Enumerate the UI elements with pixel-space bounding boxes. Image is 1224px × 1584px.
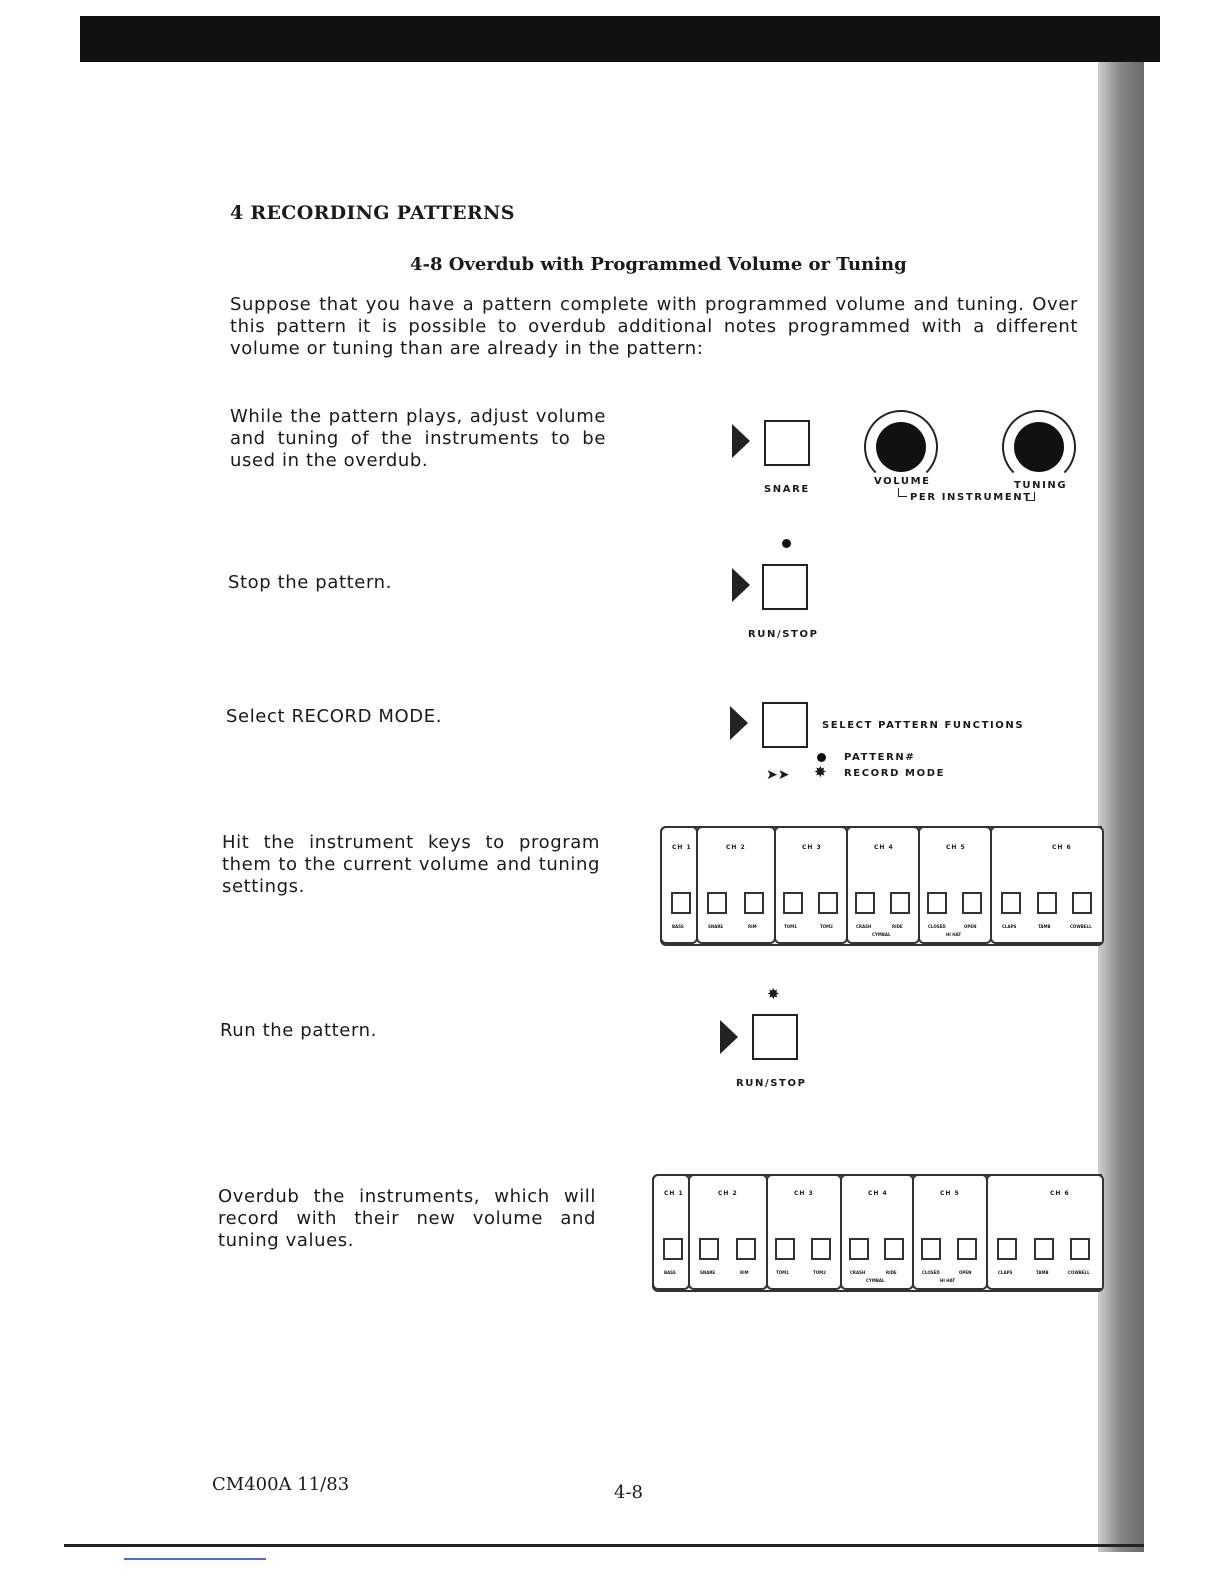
group-label: CYMBAL [872,932,891,937]
volume-label: VOLUME [874,476,931,487]
instrument-label: TOM2 [820,924,833,929]
record-mode-led-icon: ✸ [814,763,827,781]
instrument-key-rim[interactable] [736,1238,756,1260]
scan-bottom-mark [124,1558,266,1560]
instrument-label: RIDE [892,924,903,929]
double-arrow-icon: ➤➤ [766,767,790,783]
page-number: 4-8 [614,1482,643,1503]
tuning-knob[interactable] [1002,410,1076,484]
instrument-label: CRASH [856,924,872,929]
instrument-key-ride[interactable] [884,1238,904,1260]
instrument-key-closed-hihat[interactable] [927,892,947,914]
instrument-key-cowbell[interactable] [1072,892,1092,914]
volume-knob[interactable] [864,410,938,484]
run-stop-label: RUN/STOP [748,629,819,640]
instrument-key-bass[interactable] [663,1238,683,1260]
instrument-label: RIM [748,924,757,929]
group-label: CYMBAL [866,1278,885,1283]
run-stop-label: RUN/STOP [736,1078,807,1089]
channel-label: CH 2 [726,844,746,851]
step-5-text: Run the pattern. [220,1020,377,1041]
page-subtitle: 4-8 Overdub with Programmed Volume or Tuning [410,254,907,275]
instrument-key-rim[interactable] [744,892,764,914]
instrument-label: TOM1 [784,924,797,929]
instrument-label: OPEN [964,924,977,929]
led-indicator-icon [782,539,791,548]
select-pattern-functions-key[interactable] [762,702,808,748]
instrument-label: SNARE [700,1270,716,1275]
step-6-text: Overdub the instruments, which will record with their new volume and tuning values. [218,1186,596,1251]
channel-group-ch6 [986,1174,1102,1290]
channel-group-ch2 [696,826,776,944]
channel-group-ch6 [990,826,1102,944]
pattern-num-led-icon [817,753,826,762]
channel-label: CH 5 [940,1190,960,1197]
instrument-key-tom2[interactable] [811,1238,831,1260]
tuning-label: TUNING [1014,480,1068,491]
instrument-label: SNARE [708,924,724,929]
instrument-label: BASS [664,1270,676,1275]
instrument-key-open-hihat[interactable] [962,892,982,914]
channel-group-ch1 [660,826,698,944]
channel-group-ch5 [912,1174,988,1290]
channel-label: CH 3 [802,844,822,851]
instrument-key-bass[interactable] [671,892,691,914]
channel-label: CH 5 [946,844,966,851]
step-2-text: Stop the pattern. [228,572,392,593]
channel-group-ch3 [766,1174,842,1290]
channel-label: CH 6 [1052,844,1072,851]
channel-label: CH 2 [718,1190,738,1197]
arrow-pointer-icon [732,568,750,602]
channel-label: CH 1 [672,844,692,851]
volume-knob-icon [876,422,926,472]
channel-label: CH 4 [868,1190,888,1197]
snare-key[interactable] [764,420,810,466]
instrument-key-snare[interactable] [699,1238,719,1260]
tuning-knob-icon [1014,422,1064,472]
scan-bottom-line [64,1544,1144,1547]
instrument-key-closed-hihat[interactable] [921,1238,941,1260]
instrument-key-claps[interactable] [997,1238,1017,1260]
instrument-key-tom2[interactable] [818,892,838,914]
channel-group-ch5 [918,826,992,944]
instrument-label: TAMB [1036,1270,1049,1275]
arrow-pointer-icon [730,706,748,740]
instrument-key-crash[interactable] [849,1238,869,1260]
instrument-label: RIM [740,1270,749,1275]
channel-label: CH 1 [664,1190,684,1197]
instrument-key-claps[interactable] [1001,892,1021,914]
scan-top-bar [80,16,1160,62]
instrument-key-cowbell[interactable] [1070,1238,1090,1260]
bracket-left [898,488,907,497]
pattern-num-label: PATTERN# [844,752,916,763]
document-id: CM400A 11/83 [212,1474,350,1495]
intro-paragraph: Suppose that you have a pattern complete with programmed volume and tuning. Over this pattern it is possible to overdub additional notes programmed with a different volume or tuning than are already in the pattern: [230,294,1078,359]
record-mode-label: RECORD MODE [844,768,946,779]
channel-label: CH 6 [1050,1190,1070,1197]
instrument-panel [652,1174,1104,1292]
instrument-label: TOM1 [776,1270,789,1275]
instrument-key-crash[interactable] [855,892,875,914]
instrument-label: CLAPS [998,1270,1013,1275]
step-1-text: While the pattern plays, adjust volume and tuning of the instruments to be used in the overdub. [230,406,606,471]
group-label: HI HAT [946,932,962,937]
scan-right-edge [1098,62,1144,1552]
instrument-key-tamb[interactable] [1034,1238,1054,1260]
instrument-key-tom1[interactable] [775,1238,795,1260]
step-3-text: Select RECORD MODE. [226,706,443,727]
channel-group-ch2 [688,1174,768,1290]
instrument-label: CRASH [850,1270,866,1275]
run-stop-key[interactable] [762,564,808,610]
section-title: 4 RECORDING PATTERNS [230,202,515,224]
instrument-key-snare[interactable] [707,892,727,914]
channel-group-ch3 [774,826,848,944]
bracket-right [1026,492,1035,501]
step-4-text: Hit the instrument keys to program them to the current volume and tuning settings. [222,832,600,897]
channel-group-ch4 [840,1174,914,1290]
instrument-key-open-hihat[interactable] [957,1238,977,1260]
instrument-label: TAMB [1038,924,1051,929]
instrument-key-ride[interactable] [890,892,910,914]
instrument-label: BASS [672,924,684,929]
per-instrument-label: PER INSTRUMENT [910,492,1032,503]
instrument-label: TOM2 [813,1270,826,1275]
run-stop-key[interactable] [752,1014,798,1060]
channel-label: CH 3 [794,1190,814,1197]
channel-label: CH 4 [874,844,894,851]
instrument-label: CLOSED [922,1270,940,1275]
select-pattern-functions-label: SELECT PATTERN FUNCTIONS [822,720,1025,731]
instrument-label: COWBELL [1068,1270,1090,1275]
instrument-panel [660,826,1104,946]
snare-label: SNARE [764,484,810,495]
channel-group-ch1 [652,1174,690,1290]
arrow-pointer-icon [720,1020,738,1054]
instrument-label: COWBELL [1070,924,1092,929]
instrument-label: OPEN [959,1270,972,1275]
instrument-label: RIDE [886,1270,897,1275]
instrument-key-tom1[interactable] [783,892,803,914]
channel-group-ch4 [846,826,920,944]
led-blinking-icon: ✸ [767,985,780,1003]
group-label: HI HAT [940,1278,956,1283]
arrow-pointer-icon [732,424,750,458]
instrument-label: CLOSED [928,924,946,929]
instrument-key-tamb[interactable] [1037,892,1057,914]
instrument-label: CLAPS [1002,924,1017,929]
